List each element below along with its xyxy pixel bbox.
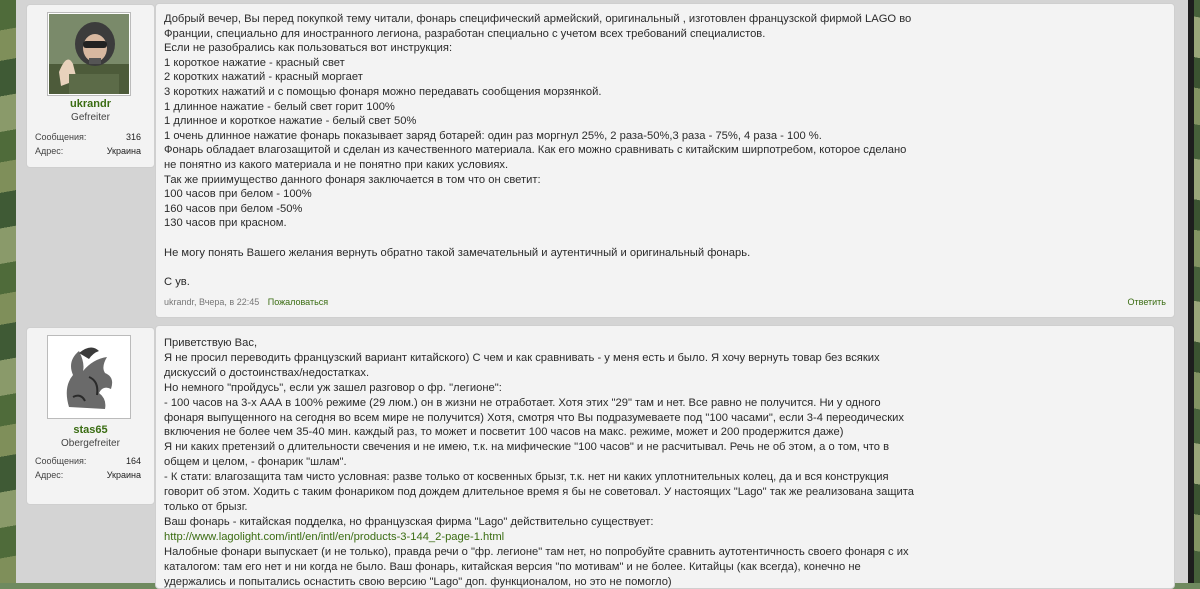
- message-line: Я ни каких претензий о длительности свечения и не имею, т.к. на мифические "100 часов" и не расчитывал. Речь не об этом, а о том, что в: [164, 440, 1164, 455]
- message-line: только от брызг.: [164, 500, 1164, 515]
- message-line: С ув.: [164, 275, 1164, 290]
- message-line: - 100 часов на 3-х ААА в 100% режиме (29 люм.) он в жизни не отработает. Хотя этих "29" там и нет. Все равно не получится. Ни у одного: [164, 396, 1164, 411]
- message-line: 160 часов при белом -50%: [164, 202, 1164, 217]
- message-line: Ваш фонарь - китайская подделка, но французская фирма "Lago" действительно существует:: [164, 515, 1164, 530]
- message-line: не понятно из какого материала и не понятно при каких условиях.: [164, 158, 1164, 173]
- message-line: Приветствую Вас,: [164, 336, 1164, 351]
- message-line: общем и целом, - фонарик "шлам".: [164, 455, 1164, 470]
- message-line: 1 длинное и короткое нажатие - белый свет 50%: [164, 114, 1164, 129]
- message-line: 100 часов при белом - 100%: [164, 187, 1164, 202]
- message-line: Если не разобрались как пользоваться вот инструкция:: [164, 41, 1164, 56]
- message-line: 1 длинное нажатие - белый свет горит 100%: [164, 100, 1164, 115]
- message-body: [155, 3, 1175, 318]
- messages-count: 316: [126, 132, 141, 142]
- messages-label: Сообщения:: [35, 456, 86, 466]
- message-text: [164, 12, 1164, 289]
- post: [16, 0, 1188, 320]
- message-line: 130 часов при красном.: [164, 216, 1164, 231]
- message-line: Добрый вечер, Вы перед покупкой тему читали, фонарь специфический армейский, оригинальный , изготовлен французской фирмой LAGO во: [164, 12, 1164, 27]
- message-line: говорит об этом. Ходить с таким фонариком под дождем длительное время я бы не советовал. У настоящих "Lago" так же реализована защита: [164, 485, 1164, 500]
- thread-content: [16, 0, 1188, 583]
- user-card: [26, 4, 155, 168]
- pilot-avatar-icon: [49, 14, 129, 94]
- messages-label: Сообщения:: [35, 132, 86, 142]
- messages-count: 164: [126, 456, 141, 466]
- location-stat: [35, 470, 141, 480]
- message-line: Налобные фонари выпускает (и не только), правда речи о "фр. легионе" там нет, но попробуйте сравнить аутотентичность своего фонаря с их: [164, 545, 1164, 560]
- message-line: фонаря выпущенного на сегодня во всем мире не получится) Хотя, смотря что Вы подразумеваете под "100 часами", если 3-4 переодических: [164, 411, 1164, 426]
- blank-line: [164, 231, 1164, 246]
- post: [16, 322, 1188, 583]
- user-card: [26, 327, 155, 505]
- location-label: Адрес:: [35, 470, 63, 480]
- message-line: дискуссий о достоинствах/недостатках.: [164, 366, 1164, 381]
- username[interactable]: ukrandr: [27, 98, 154, 110]
- messages-stat: [35, 132, 141, 142]
- message-line: удержались и попытались оснастить свою версию "Lago" доп. функционалом, но это не помогло): [164, 575, 1164, 589]
- message-line: 1 очень длинное нажатие фонарь показывает заряд ботарей: один раз моргнул 25%, 2 раза-50%,3 раза - 75%, 4 раза - 100 %.: [164, 129, 1164, 144]
- message-line: Так же приимущество данного фонаря заключается в том что он светит:: [164, 173, 1164, 188]
- message-line: включения не более чем 35-40 мин. каждый раз, то может и посветит 100 часов на макс. режиме, может и 200 продержится даже): [164, 425, 1164, 440]
- message-line: 3 коротких нажатий и с помощью фонаря можно передавать сообщения морзянкой.: [164, 85, 1164, 100]
- message-body: [155, 325, 1175, 589]
- messages-stat: [35, 456, 141, 466]
- message-line: каталогом: там его нет и ни когда не было. Ваш фонарь, китайская версия "по мотивам" и не более. Китайцы (как всегда), конечно не: [164, 560, 1164, 575]
- location-value: Украина: [107, 470, 141, 480]
- product-link[interactable]: http://www.lagolight.com/intl/en/intl/en/products-3-144_2-page-1.html: [164, 530, 1164, 545]
- message-line: - К стати: влагозащита там чисто условная: разве только от косвенных брызг, т.к. нет ни каких уплотнительных колец, да и вся конструкция: [164, 470, 1164, 485]
- report-link[interactable]: Пожаловаться: [268, 297, 328, 307]
- user-rank: Obergefreiter: [27, 438, 154, 449]
- background-camo-left: [0, 0, 16, 583]
- username[interactable]: stas65: [27, 424, 154, 436]
- message-line: Франции, специально для иностранного легиона, разработан специально с учетом всех требований специалистов.: [164, 27, 1164, 42]
- message-line: 2 коротких нажатий - красный моргает: [164, 70, 1164, 85]
- message-line: Не могу понять Вашего желания вернуть обратно такой замечательный и аутентичный и оригинальный фонарь.: [164, 246, 1164, 261]
- reply-link[interactable]: Ответить: [1128, 297, 1166, 307]
- post-meta[interactable]: ukrandr, Вчера, в 22:45: [164, 297, 259, 307]
- user-rank: Gefreiter: [27, 112, 154, 123]
- blank-line: [164, 260, 1164, 275]
- location-stat: [35, 146, 141, 156]
- message-line: 1 короткое нажатие - красный свет: [164, 56, 1164, 71]
- message-line: Но немного "пройдусь", если уж зашел разговор о фр. "легионе":: [164, 381, 1164, 396]
- location-value: Украина: [107, 146, 141, 156]
- message-line: Фонарь обладает влагозащитой и сделан из качественного материала. Как его можно сравнивать с китайским ширпотребом, которое сделано: [164, 143, 1164, 158]
- post-footer: [164, 297, 1166, 307]
- avatar[interactable]: [47, 12, 131, 96]
- avatar[interactable]: [47, 335, 131, 419]
- message-text: [164, 336, 1164, 589]
- griffin-avatar-icon: [49, 337, 129, 417]
- location-label: Адрес:: [35, 146, 63, 156]
- message-line: Я не просил переводить французский вариант китайского) С чем и как сравнивать - у меня есть и было. Я хочу вернуть товар без всяких: [164, 351, 1164, 366]
